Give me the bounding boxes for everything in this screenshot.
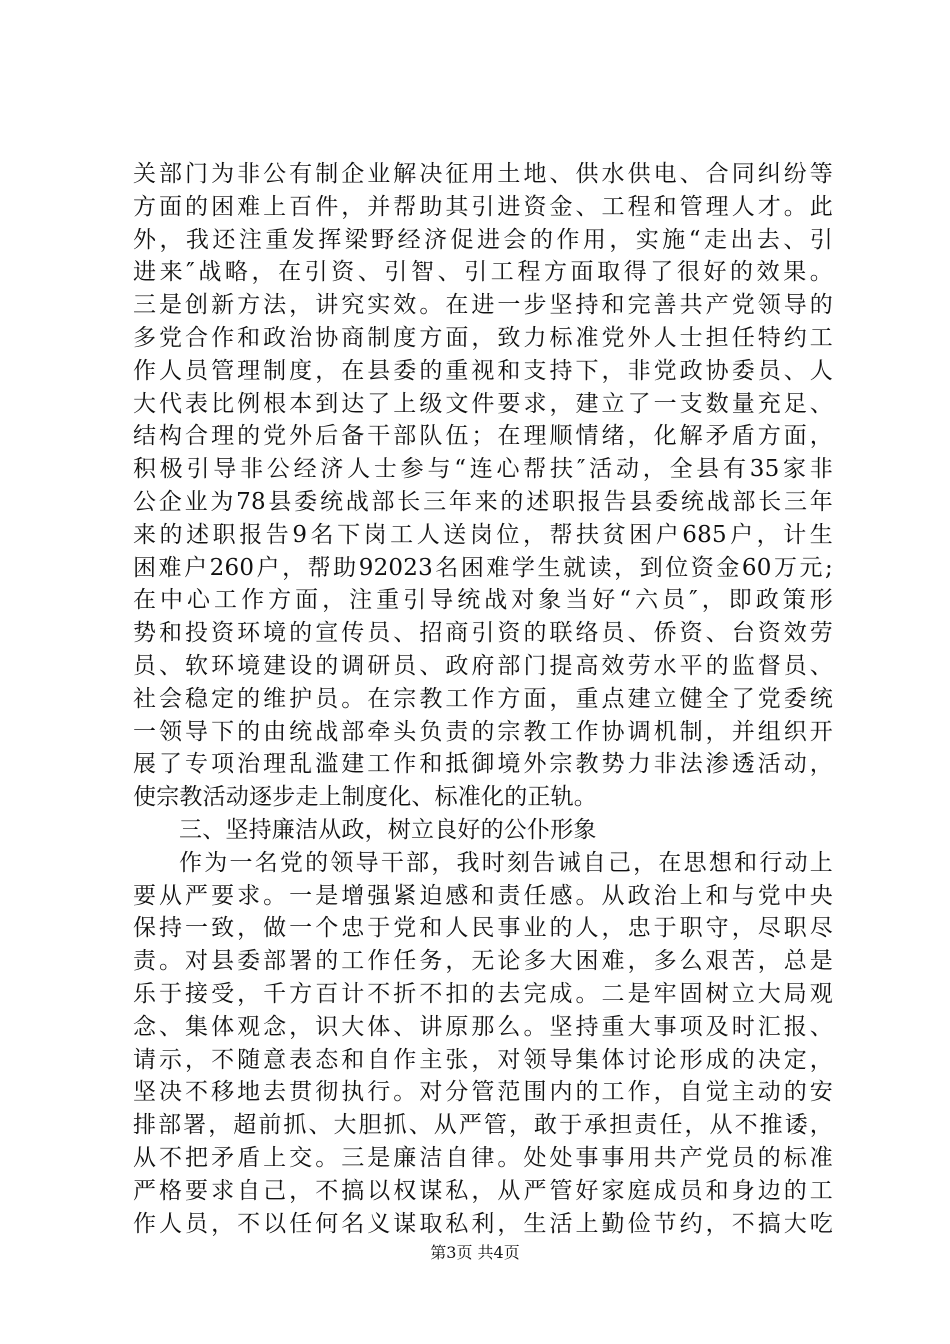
text-line: 乐于接受，千方百计不折不扣的去完成。二是牢固树立大局观 — [133, 980, 833, 1007]
text-line: 一领导下的由统战部牵头负责的宗教工作协调机制，并组织开 — [133, 718, 833, 745]
text-line: 方面的困难上百件，并帮助其引进资金、工程和管理人才。此 — [133, 193, 833, 220]
text-line: 保持一致，做一个忠于党和人民事业的人，忠于职守，尽职尽 — [133, 915, 833, 942]
text-line: 进来″战略，在引资、引智、引工程方面取得了很好的效果。 — [133, 259, 833, 286]
text-line: 责。对县委部署的工作任务，无论多大困难，多么艰苦，总是 — [133, 948, 833, 975]
text-line: 困难户260户，帮助92023名困难学生就读，到位资金60万元; — [133, 554, 833, 581]
text-line: 公企业为78县委统战部长三年来的述职报告县委统战部长三年 — [133, 488, 833, 515]
text-line: 外，我还注重发挥梁野经济促进会的作用，实施“走出去、引 — [133, 226, 833, 253]
text-line: 作为一名党的领导干部，我时刻告诫自己，在思想和行动上 — [179, 849, 833, 876]
text-line: 严格要求自己，不搞以权谋私，从严管好家庭成员和身边的工 — [133, 1177, 833, 1204]
text-line: 社会稳定的维护员。在宗教工作方面，重点建立健全了党委统 — [133, 685, 833, 712]
text-line: 作人员，不以任何名义谋取私利，生活上勤俭节约，不搞大吃 — [133, 1210, 833, 1237]
text-line: 积极引导非公经济人士参与“连心帮扶″活动，全县有35家非 — [133, 456, 833, 483]
text-line: 关部门为非公有制企业解决征用土地、供水供电、合同纠纷等 — [133, 161, 833, 187]
text-line: 排部署，超前抓、大胆抓、从严管，敢于承担责任，从不推诿， — [133, 1112, 833, 1139]
text-line: 三是创新方法，讲究实效。在进一步坚持和完善共产党领导的 — [133, 292, 833, 319]
text-line: 员、软环境建设的调研员、政府部门提高效劳水平的监督员、 — [133, 652, 833, 679]
page-footer: 第3页 共4页 — [430, 1243, 520, 1262]
text-line: 势和投资环境的宣传员、招商引资的联络员、侨资、台资效劳 — [133, 620, 833, 647]
text-line: 要从严要求。一是增强紧迫感和责任感。从政治上和与党中央 — [133, 882, 833, 909]
text-line: 使宗教活动逐步走上制度化、标准化的正轨。 — [133, 784, 597, 811]
text-line: 多党合作和政治协商制度方面，致力标准党外人士担任特约工 — [133, 324, 833, 351]
text-line: 大代表比例根本到达了上级文件要求，建立了一支数量充足、 — [133, 390, 833, 417]
text-line: 在中心工作方面，注重引导统战对象当好“六员″，即政策形 — [133, 587, 833, 614]
text-line: 坚决不移地去贯彻执行。对分管范围内的工作，自觉主动的安 — [133, 1079, 833, 1106]
text-line: 来的述职报告9名下岗工人送岗位，帮扶贫困户685户，计生 — [133, 521, 833, 548]
text-line: 展了专项治理乱滥建工作和抵御境外宗教势力非法渗透活动， — [133, 751, 833, 778]
document-body — [133, 158, 833, 1240]
text-line: 请示，不随意表态和自作主张，对领导集体讨论形成的决定， — [133, 1046, 833, 1073]
text-line: 从不把矛盾上交。三是廉洁自律。处处事事用共产党员的标准 — [133, 1144, 833, 1171]
section-heading: 三、坚持廉洁从政，树立良好的公仆形象 — [179, 816, 597, 843]
text-line: 念、集体观念，识大体、讲原那么。坚持重大事项及时汇报、 — [133, 1013, 833, 1040]
text-line: 结构合理的党外后备干部队伍；在理顺情绪，化解矛盾方面， — [133, 423, 833, 450]
text-line: 作人员管理制度，在县委的重视和支持下，非党政协委员、人 — [133, 357, 833, 384]
